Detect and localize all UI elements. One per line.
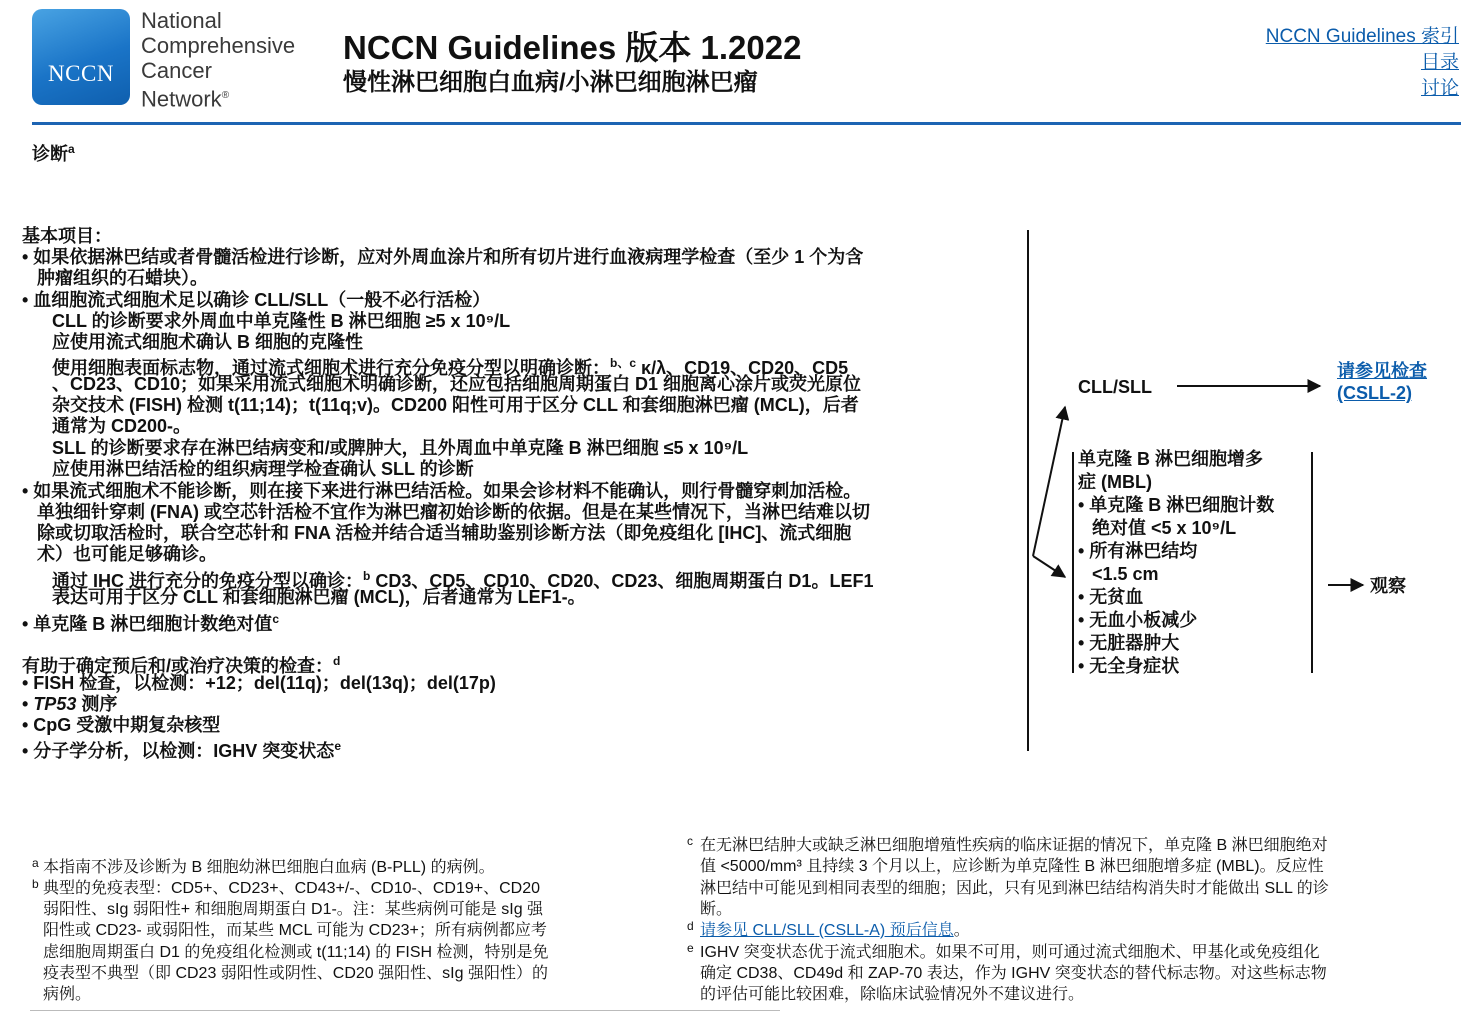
header-divider — [32, 122, 1461, 125]
toc-link[interactable]: 目录 — [1420, 52, 1459, 73]
org-name-line-2: Comprehensive — [141, 33, 296, 58]
footnote-e-mark: e — [687, 941, 694, 955]
essential-line: 术）也可能足够确诊。 — [37, 544, 217, 564]
org-name-line-1: National — [141, 8, 222, 33]
mbl-bracket-left — [1072, 452, 1074, 673]
mbl-line: • 无脏器肿大 — [1078, 633, 1180, 653]
essential-line: 通常为 CD200-。 — [52, 416, 192, 436]
essential-line: • 如果流式细胞术不能诊断，则在接下来进行淋巴结活检。如果会诊材料不能确认，则行骨髓穿刺加活检。 — [22, 481, 862, 501]
essential-line: • 如果依据淋巴结或者骨髓活检进行诊断，应对外周血涂片和所有切片进行血液病理学检查（至少 1 个为含 — [22, 247, 864, 267]
footnote-b-line: 阳性或 CD23- 或弱阳性，而某些 MCL 可能为 CD23+；所有病例都应考 — [43, 922, 547, 939]
footnote-b-mark: b — [32, 877, 39, 891]
mbl-line: 绝对值 <5 x 10⁹/L — [1092, 518, 1237, 538]
mbl-bracket-right — [1311, 452, 1313, 673]
essential-line: 使用细胞表面标志物，通过流式细胞术进行充分免疫分型以明确诊断：$^{b、c}$ κ/λ、CD19、CD20、CD5 — [52, 356, 849, 378]
essential-line: 、CD23、CD10；如果采用流式细胞术明确诊断，还应包括细胞周期蛋白 D1 细胞离心涂片或荧光原位 — [52, 374, 862, 394]
footnote-c-line: 值 <5000/mm³ 且持续 3 个月以上，应诊断为单克隆性 B 淋巴细胞增多症 (MBL)。反应性 — [700, 858, 1324, 875]
prognostic-item: • FISH 检查，以检测：+12；del(11q)；del(13q)；del(17p) — [22, 673, 496, 693]
arrow-to-cll — [1033, 407, 1065, 556]
mbl-line: • 无血小板减少 — [1078, 610, 1198, 630]
footnote-b-line: 虑细胞周期蛋白 D1 的免疫组化检测或 t(11;14) 的 FISH 检测，特别是免 — [43, 944, 549, 961]
essential-line: • 单克隆 B 淋巴细胞计数绝对值$^c$ — [22, 612, 279, 634]
mbl-line: • 无全身症状 — [1078, 656, 1180, 676]
footnote-d-mark: d — [687, 919, 694, 933]
footnote-b-line: 弱阳性、sIg 弱阳性+ 和细胞周期蛋白 D1-。注：某些病例可能是 sIg 强 — [43, 901, 544, 918]
csll-2-link[interactable]: (CSLL-2) — [1337, 383, 1412, 403]
footer-divider — [30, 1010, 780, 1011]
mbl-line: • 单克隆 B 淋巴细胞计数 — [1078, 495, 1275, 515]
org-name-line-4: Network® — [141, 86, 230, 112]
footnote-e-line: 确定 CD38、CD49d 和 ZAP-70 表达，作为 IGHV 突变状态的替代标志物。对这些标志物 — [700, 965, 1327, 982]
essential-line: 应使用流式细胞术确认 B 细胞的克隆性 — [52, 332, 363, 352]
prognostic-info-link[interactable]: 请参见 CLL/SLL (CSLL-A) 预后信息 — [700, 922, 954, 939]
essential-line: 应使用淋巴结活检的组织病理学检查确认 SLL 的诊断 — [52, 459, 474, 479]
footnote-b-line: 典型的免疫表型：CD5+、CD23+、CD43+/-、CD10-、CD19+、CD20 — [43, 880, 541, 897]
essential-heading: 基本项目： — [22, 226, 112, 246]
prognostic-item: • 分子学分析，以检测：IGHV 突变状态$^e$ — [22, 739, 341, 761]
page-subtitle: 慢性淋巴细胞白血病/小淋巴细胞淋巴瘤 — [343, 69, 758, 96]
arrow-to-mbl — [1033, 556, 1065, 577]
prognostic-item: • TP53 测序 — [22, 694, 118, 714]
essential-line: • 血细胞流式细胞术足以确诊 CLL/SLL（一般不必行活检） — [22, 290, 491, 310]
section-title: 诊断$^a$ — [32, 142, 75, 164]
essential-line: 杂交技术 (FISH) 检测 t(11;14)；t(11q;v)。CD200 阳性可用于区分 CLL 和套细胞淋巴瘤 (MCL)，后者 — [52, 395, 859, 415]
workup-bracket — [1027, 230, 1029, 751]
mbl-line: 症 (MBL) — [1078, 472, 1152, 492]
essential-line: CLL 的诊断要求外周血中单克隆性 B 淋巴细胞 ≥5 x 10⁹/L — [52, 311, 511, 331]
cll-sll-label: CLL/SLL — [1078, 377, 1152, 397]
footnote-a-mark: a — [32, 856, 39, 870]
mbl-line: <1.5 cm — [1092, 564, 1159, 584]
footnote-b-line: 疫表型不典型（即 CD23 弱阳性或阴性、CD20 强阳性、sIg 强阳性）的 — [43, 965, 548, 982]
see-workup-link[interactable]: 请参见检查 — [1337, 361, 1427, 381]
footnote-c-line: 断。 — [700, 901, 733, 918]
essential-line: 肿瘤组织的石蜡块）。 — [37, 268, 208, 288]
footnote-b-line: 病例。 — [43, 986, 92, 1003]
page-title: NCCN Guidelines 版本 1.2022 — [343, 29, 802, 66]
footnote-e-line: 的评估可能比较困难，除临床试验情况外不建议进行。 — [700, 986, 1085, 1003]
footnote-e-line: IGHV 突变状态优于流式细胞术。如果不可用，则可通过流式细胞术、甲基化或免疫组化 — [700, 944, 1320, 961]
prognostic-heading: 有助于确定预后和/或治疗决策的检查：$^d$ — [22, 654, 341, 676]
discussion-link[interactable]: 讨论 — [1420, 78, 1459, 99]
mbl-line: 单克隆 B 淋巴细胞增多 — [1078, 449, 1264, 469]
org-name-line-3: Cancer — [141, 58, 212, 83]
footnote-c-line: 淋巴结中可能见到相同表型的细胞；因此，只有见到淋巴结结构消失时才能做出 SLL 的诊 — [700, 880, 1329, 897]
prognostic-item: • CpG 受激中期复杂核型 — [22, 715, 221, 735]
footnote-a: 本指南不涉及诊断为 B 细胞幼淋巴细胞白血病 (B-PLL) 的病例。 — [43, 859, 495, 876]
observe-label: 观察 — [1370, 576, 1406, 596]
logo-text: NCCN — [48, 61, 114, 86]
essential-line: 通过 IHC 进行充分的免疫分型以确诊：$^b$ CD3、CD5、CD10、CD20、CD23、细胞周期蛋白 D1。LEF1 — [52, 569, 874, 591]
footnote-c-mark: c — [687, 834, 693, 848]
essential-line: 单独细针穿刺 (FNA) 或空芯针活检不宜作为淋巴瘤初始诊断的依据。但是在某些情况下，当淋巴结难以切 — [37, 502, 870, 522]
guidelines-index-link[interactable]: NCCN Guidelines 索引 — [1265, 26, 1459, 47]
footnote-c-line: 在无淋巴结肿大或缺乏淋巴细胞增殖性疾病的临床证据的情况下，单克隆 B 淋巴细胞绝对 — [700, 837, 1328, 854]
footnote-d: 请参见 CLL/SLL (CSLL-A) 预后信息。 — [700, 922, 970, 939]
nccn-logo — [32, 9, 130, 105]
essential-line: 表达可用于区分 CLL 和套细胞淋巴瘤 (MCL)，后者通常为 LEF1-。 — [52, 587, 586, 607]
mbl-line: • 所有淋巴结均 — [1078, 541, 1198, 561]
mbl-line: • 无贫血 — [1078, 587, 1144, 607]
essential-line: SLL 的诊断要求存在淋巴结病变和/或脾肿大，且外周血中单克隆 B 淋巴细胞 ≤5 x 10⁹/L — [52, 438, 749, 458]
essential-line: 除或切取活检时，联合空芯针和 FNA 活检并结合适当辅助鉴别诊断方法（即免疫组化 [IHC]、流式细胞 — [37, 523, 852, 543]
